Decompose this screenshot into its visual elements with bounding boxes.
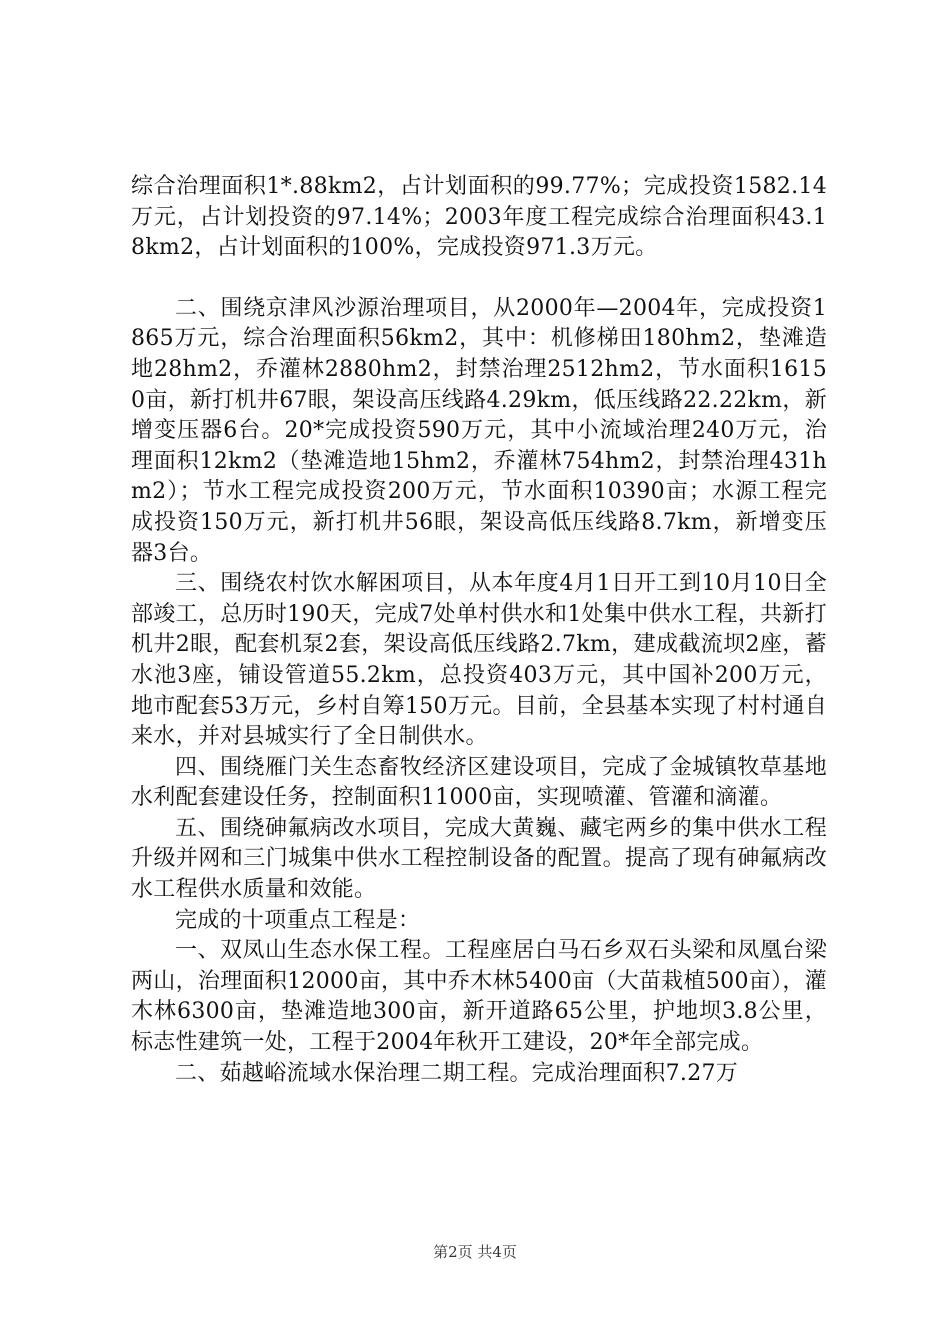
paragraph-4: 四、围绕雁门关生态畜牧经济区建设项目，完成了金城镇牧草基地水利配套建设任务，控制面积11000亩，实现喷灌、管灌和滴灌。 <box>131 754 827 811</box>
page-number-label: 第2页 共4页 <box>433 1243 517 1261</box>
paragraph-3: 三、围绕农村饮水解困项目，从本年度4月1日开工到10月10日全部竣工，总历时190天，完成7处单村供水和1处集中供水工程，共新打机井2眼，配套机泵2套，架设高低压线路2.7km，建成截流坝2座，蓄水池3座，铺设管道55.2km，总投资403万元，其中国补200万元，地市配套53万元，乡村自筹150万元。目前，全县基本实现了村村通自来水，并对县城实行了全日制供水。 <box>131 571 827 750</box>
paragraph-5: 五、围绕砷氟病改水项目，完成大黄巍、藏宅两乡的集中供水工程升级并网和三门城集中供水工程控制设备的配置。提高了现有砷氟病改水工程供水质量和效能。 <box>131 815 827 903</box>
paragraph-6: 完成的十项重点工程是： <box>175 907 421 933</box>
page-footer <box>0 1241 950 1262</box>
paragraph-8: 二、茹越峪流域水保治理二期工程。完成治理面积7.27万 <box>175 1060 739 1086</box>
paragraph-7: 一、双凤山生态水保工程。工程座居白马石乡双石头梁和凤凰台梁两山，治理面积12000亩，其中乔木林5400亩（大苗栽植500亩），灌木林6300亩，垫滩造地300亩，新开道路65公里，护地坝3.8公里，标志性建筑一处，工程于2004年秋开工建设，20*年全部完成。 <box>131 938 827 1056</box>
document-body <box>131 172 827 1089</box>
paragraph-2: 二、围绕京津风沙源治理项目，从2000年—2004年，完成投资1865万元，综合治理面积56km2，其中：机修梯田180hm2，垫滩造地28hm2，乔灌林2880hm2，封禁治理2512hm2，节水面积16150亩，新打机井67眼，架设高压线路4.29km，低压线路22.22km，新增变压器6台。20*完成投资590万元，其中小流域治理240万元，治理面积12km2（垫滩造地15hm2，乔灌林754hm2，封禁治理431hm2）；节水工程完成投资200万元，节水面积10390亩；水源工程完成投资150万元，新打机井56眼，架设高低压线路8.7km，新增变压器3台。 <box>131 295 827 566</box>
paragraph-1: 综合治理面积1*.88km2，占计划面积的99.77%；完成投资1582.14万元，占计划投资的97.14%；2003年度工程完成综合治理面积43.18km2，占计划面积的100%，完成投资971.3万元。 <box>131 174 827 261</box>
